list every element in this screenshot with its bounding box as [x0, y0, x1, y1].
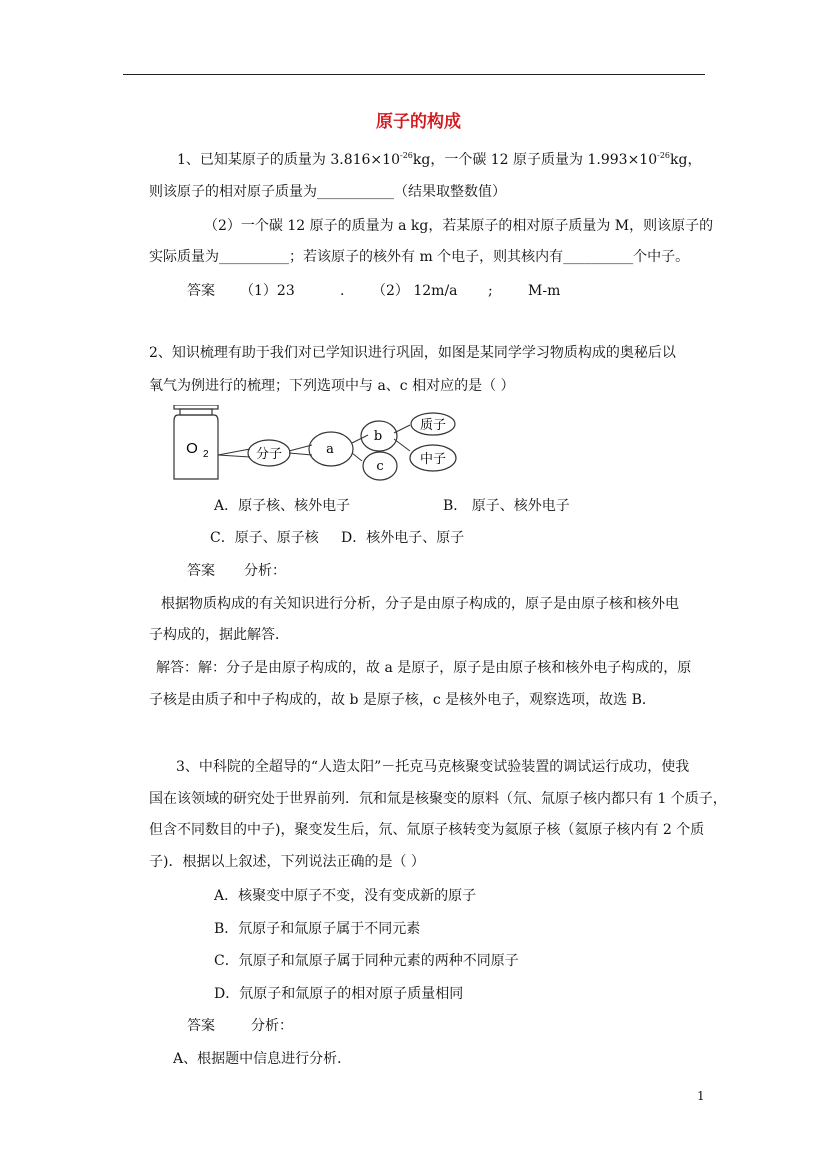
q2-line1: 2、知识梳理有助于我们对已学知识进行巩固，如图是某同学学习物质构成的奥秘后以 [149, 345, 676, 361]
q3-option-d: D．氘原子和氚原子的相对原子质量相同 [214, 986, 464, 1002]
q2-option-c: C．原子、原子核 [210, 530, 319, 546]
q1-answer-sep-1: . [340, 283, 345, 299]
q3-analysis-1: A、根据题中信息进行分析． [173, 1051, 352, 1067]
q1-answer-1: （1）23 [240, 283, 295, 299]
bottle-label: O [186, 440, 198, 457]
q1-line1-mid: kg，一个碳 12 原子质量为 1.993×10 [412, 152, 658, 168]
q1-exponent-2: -26 [657, 151, 670, 160]
q3-line1: 3、中科院的全超导的“人造太阳”－托克马克核聚变试验装置的调试运行成功，使我 [176, 759, 690, 775]
q3-option-b: B．氘原子和氚原子属于不同元素 [214, 921, 421, 937]
q1-line1-pre: 1、已知某原子的质量为 3.816×10 [177, 152, 400, 168]
q3-analysis-label: 分析： [251, 1018, 293, 1034]
proton-label: 质子 [419, 418, 447, 433]
q2-line2: 氧气为例进行的梳理；下列选项中与 a、c 相对应的是（ ） [149, 378, 515, 394]
neutron-label: 中子 [419, 452, 447, 467]
q2-analysis-label: 分析： [244, 563, 286, 579]
matter-structure-diagram [170, 405, 460, 487]
bottle-subscript: 2 [203, 449, 209, 460]
q1-line3: （2）一个碳 12 原子的质量为 a kg，若某原子的相对原子质量为 M，则该原子的 [204, 218, 714, 234]
q1-line1-post: kg， [670, 152, 702, 168]
q2-analysis-1: 根据物质构成的有关知识进行分析，分子是由原子构成的，原子是由原子核和核外电 [161, 596, 679, 612]
q2-option-b: B． 原子、核外电子 [443, 498, 570, 514]
page-title: 原子的构成 [376, 112, 461, 132]
b-label: b [373, 429, 383, 444]
q3-line2: 国在该领域的研究处于世界前列．氘和氚是核聚变的原料（氘、氚原子核内都只有 1 个质子， [149, 791, 727, 807]
q2-solution-1: 解答：解：分子是由原子构成的，故 a 是原子，原子是由原子核和核外电子构成的，原 [156, 660, 692, 676]
q1-answer-3: M-m [528, 283, 561, 299]
q1-answer-sep-2: ; [488, 283, 493, 299]
q1-line4: 实际质量为__________；若该原子的核外有 m 个电子，则其核内有__________个中子。 [149, 249, 690, 265]
molecule-label: 分子 [255, 447, 283, 462]
q3-option-c: C．氘原子和氚原子属于同种元素的两种不同原子 [214, 953, 519, 969]
q2-option-a: A．原子核、核外电子 [214, 498, 351, 514]
q2-analysis-2: 子构成的，据此解答． [149, 627, 289, 643]
q1-line1 [177, 153, 701, 167]
q1-answer-2: （2） 12m/a [372, 283, 458, 299]
q2-answer-label: 答案 [187, 563, 215, 579]
a-label: a [326, 442, 334, 457]
q1-answer-label: 答案 [187, 283, 215, 299]
page-number: 1 [697, 1089, 705, 1103]
c-label: c [376, 459, 384, 474]
q3-line4: 子)．根据以上叙述，下列说法正确的是（ ） [149, 854, 425, 870]
q3-option-a: A．核聚变中原子不变，没有变成新的原子 [214, 888, 477, 904]
q2-option-d: D．核外电子、原子 [341, 530, 465, 546]
q3-answer-label: 答案 [187, 1018, 215, 1034]
q1-line2: 则该原子的相对原子质量为___________（结果取整数值） [149, 184, 506, 200]
q2-solution-2: 子核是由质子和中子构成的，故 b 是原子核，c 是核外电子，观察选项，故选 B． [149, 692, 656, 708]
q3-line3: 但含不同数目的中子)，聚变发生后，氘、氚原子核转变为氦原子核（氦原子核内有 2 个质 [149, 822, 705, 838]
header-rule [123, 74, 705, 75]
q1-exponent-1: -26 [399, 151, 413, 160]
